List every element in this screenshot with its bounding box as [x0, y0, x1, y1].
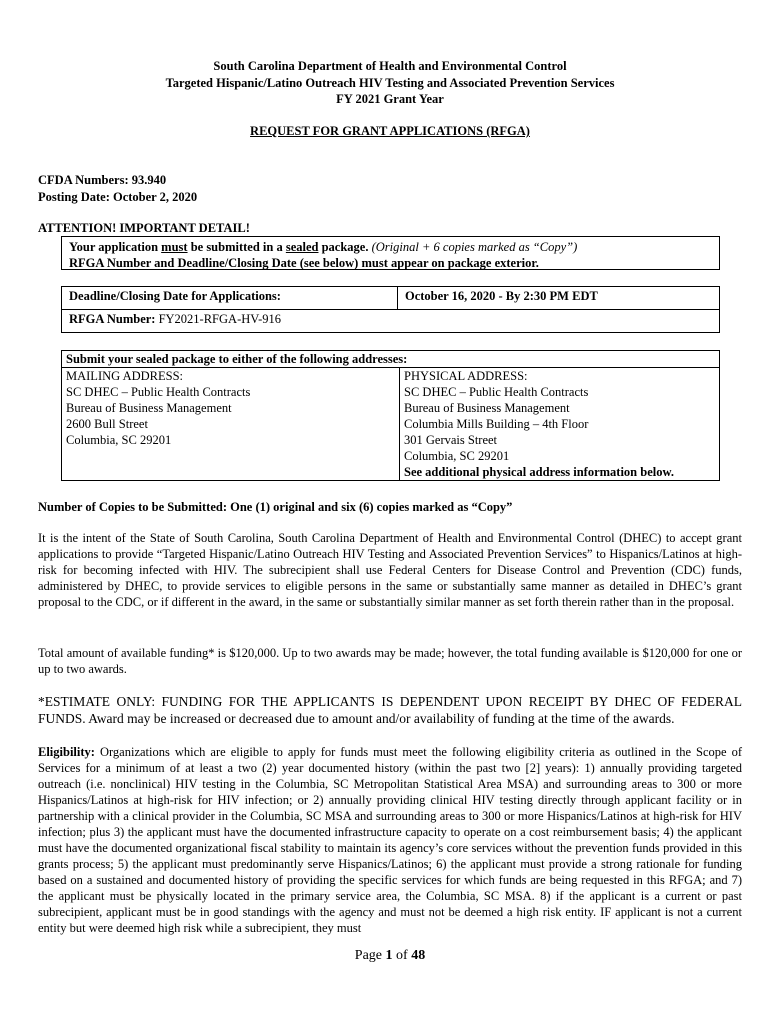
notice-text: package. [318, 240, 369, 254]
cfda-numbers: CFDA Numbers: 93.940 [38, 173, 167, 187]
deadline-table [61, 286, 720, 333]
table-row [62, 351, 720, 368]
page-of: of [392, 948, 412, 963]
address-line: Columbia, SC 29201 [404, 449, 510, 463]
posting-date: Posting Date: October 2, 2020 [38, 190, 198, 204]
submission-notice-line1 [69, 239, 712, 255]
page-label: Page [354, 948, 386, 963]
intent-paragraph: It is the intent of the State of South Carolina, South Carolina Department of Health and Environmental Control (DHEC) to accept grant applications to provide “Targeted Hispanic/Latino Outreach HIV Testing and Associated Prevention Services” to Hispanics/Latinos at high-risk for becoming infected with HIV. The subrecipient shall use Federal Centers for Disease Control and Prevention (CDC) funds, administered by DHEC, to provide services to eligible persons in the same or substantially same manner as detailed in DHEC’s grant proposal to the CDC, or if different in the award, in the same or substantially similar manner as set forth therein rather than in the proposal. [38, 531, 742, 609]
address-line: 301 Gervais Street [404, 433, 498, 447]
physical-address [400, 368, 720, 481]
table-row [62, 310, 720, 333]
document-meta [38, 172, 197, 206]
rfga-number-label: RFGA Number: [69, 312, 156, 326]
address-line: SC DHEC – Public Health Contracts [404, 385, 589, 399]
document-header [0, 58, 770, 108]
address-line: Bureau of Business Management [66, 401, 232, 415]
eligibility-paragraph [38, 744, 742, 936]
agency-name: South Carolina Department of Health and Environmental Control [213, 59, 567, 73]
current-page: 1 [385, 948, 393, 963]
rfga-number-value: FY2021-RFGA-HV-916 [155, 312, 282, 326]
table-row [62, 287, 720, 310]
notice-exterior-requirement: RFGA Number and Deadline/Closing Date (see below) must appear on package exterior. [69, 256, 539, 270]
address-line: SC DHEC – Public Health Contracts [66, 385, 251, 399]
address-table [61, 350, 720, 481]
total-pages: 48 [411, 948, 426, 963]
notice-copies-note: (Original + 6 copies marked as “Copy”) [368, 240, 578, 254]
program-title: Targeted Hispanic/Latino Outreach HIV Testing and Associated Prevention Services [165, 75, 615, 90]
submission-notice-line2 [69, 255, 712, 271]
grant-year: FY 2021 Grant Year [336, 92, 444, 106]
submission-notice-box [61, 236, 720, 270]
address-line: 2600 Bull Street [66, 417, 148, 431]
address-line: MAILING ADDRESS: [66, 369, 184, 383]
notice-text: be submitted in a [187, 240, 286, 254]
physical-address-note: See additional physical address information below. [404, 465, 674, 479]
deadline-value: October 16, 2020 - By 2:30 PM EDT [398, 287, 720, 310]
address-line: Columbia Mills Building – 4th Floor [404, 417, 589, 431]
estimate-paragraph: *ESTIMATE ONLY: FUNDING FOR THE APPLICANTS IS DEPENDENT UPON RECEIPT BY DHEC OF FEDERAL FUNDS. Award may be increased or decreased due to amount and/or availability of funding at the time of the awards. [38, 694, 742, 726]
deadline-label: Deadline/Closing Date for Applications: [62, 287, 398, 310]
address-line: PHYSICAL ADDRESS: [404, 369, 528, 383]
copies-requirement: Number of Copies to be Submitted: One (1) original and six (6) copies marked as “Copy” [38, 500, 513, 514]
address-heading: Submit your sealed package to either of the following addresses: [62, 351, 720, 368]
notice-text: Your application [69, 240, 162, 254]
address-line: Bureau of Business Management [404, 401, 570, 415]
eligibility-label: Eligibility: [38, 745, 95, 759]
attention-heading: ATTENTION! IMPORTANT DETAIL! [38, 221, 250, 235]
notice-must: must [161, 240, 188, 254]
funding-paragraph: Total amount of available funding* is $120,000. Up to two awards may be made; however, the total funding available is $120,000 for one or up to two awards. [38, 646, 742, 676]
rfga-number-cell [62, 310, 720, 333]
mailing-address [62, 368, 400, 481]
notice-sealed: sealed [285, 240, 319, 254]
table-row [62, 368, 720, 481]
eligibility-text: Organizations which are eligible to apply for funds must meet the following eligibility criteria as outlined in the Scope of Services for a minimum of at least a two (2) year documented history (within the past two [2] years): 1) annually providing targeted outreach (i.e. nonclinical) HIV testing in the Columbia, SC Metropolitan Statistical Area MSA) and surrounding areas to 300 or more Hispanics/Latinos at high-risk for HIV infection; or 2) annually providing clinical HIV testing directly through applicant facility or in partnership with a clinical provider in the Columbia, SC MSA and surrounding areas to 300 or more Hispanics/Latinos at high-risk for HIV infection; plus 3) the applicant must have the documented infrastructure capacity to operate on a cost reimbursement basis; 4) the applicant must have the documented organizational fiscal stability to maintain its agency’s core services without the prevention funds provided in this grants process; 5) the applicant must predominantly serve Hispanics/Latinos; 6) the applicant must provide a strong rationale for funding based on a sustained and documented history of providing the specific services for which funds are being requested in this RFGA; and 7) the applicant must be physically located in the primary service area, the Columbia, SC MSA. 8) if the applicant is a current or past subrecipient, applicant must be in good standings with the agency and must not be deemed a high risk entity. IF applicant is not a current entity but were deemed high risk while a subrecipient, they must [38, 745, 742, 935]
address-line: Columbia, SC 29201 [66, 433, 172, 447]
rfga-title: REQUEST FOR GRANT APPLICATIONS (RFGA) [250, 124, 530, 138]
page-number [0, 948, 770, 964]
